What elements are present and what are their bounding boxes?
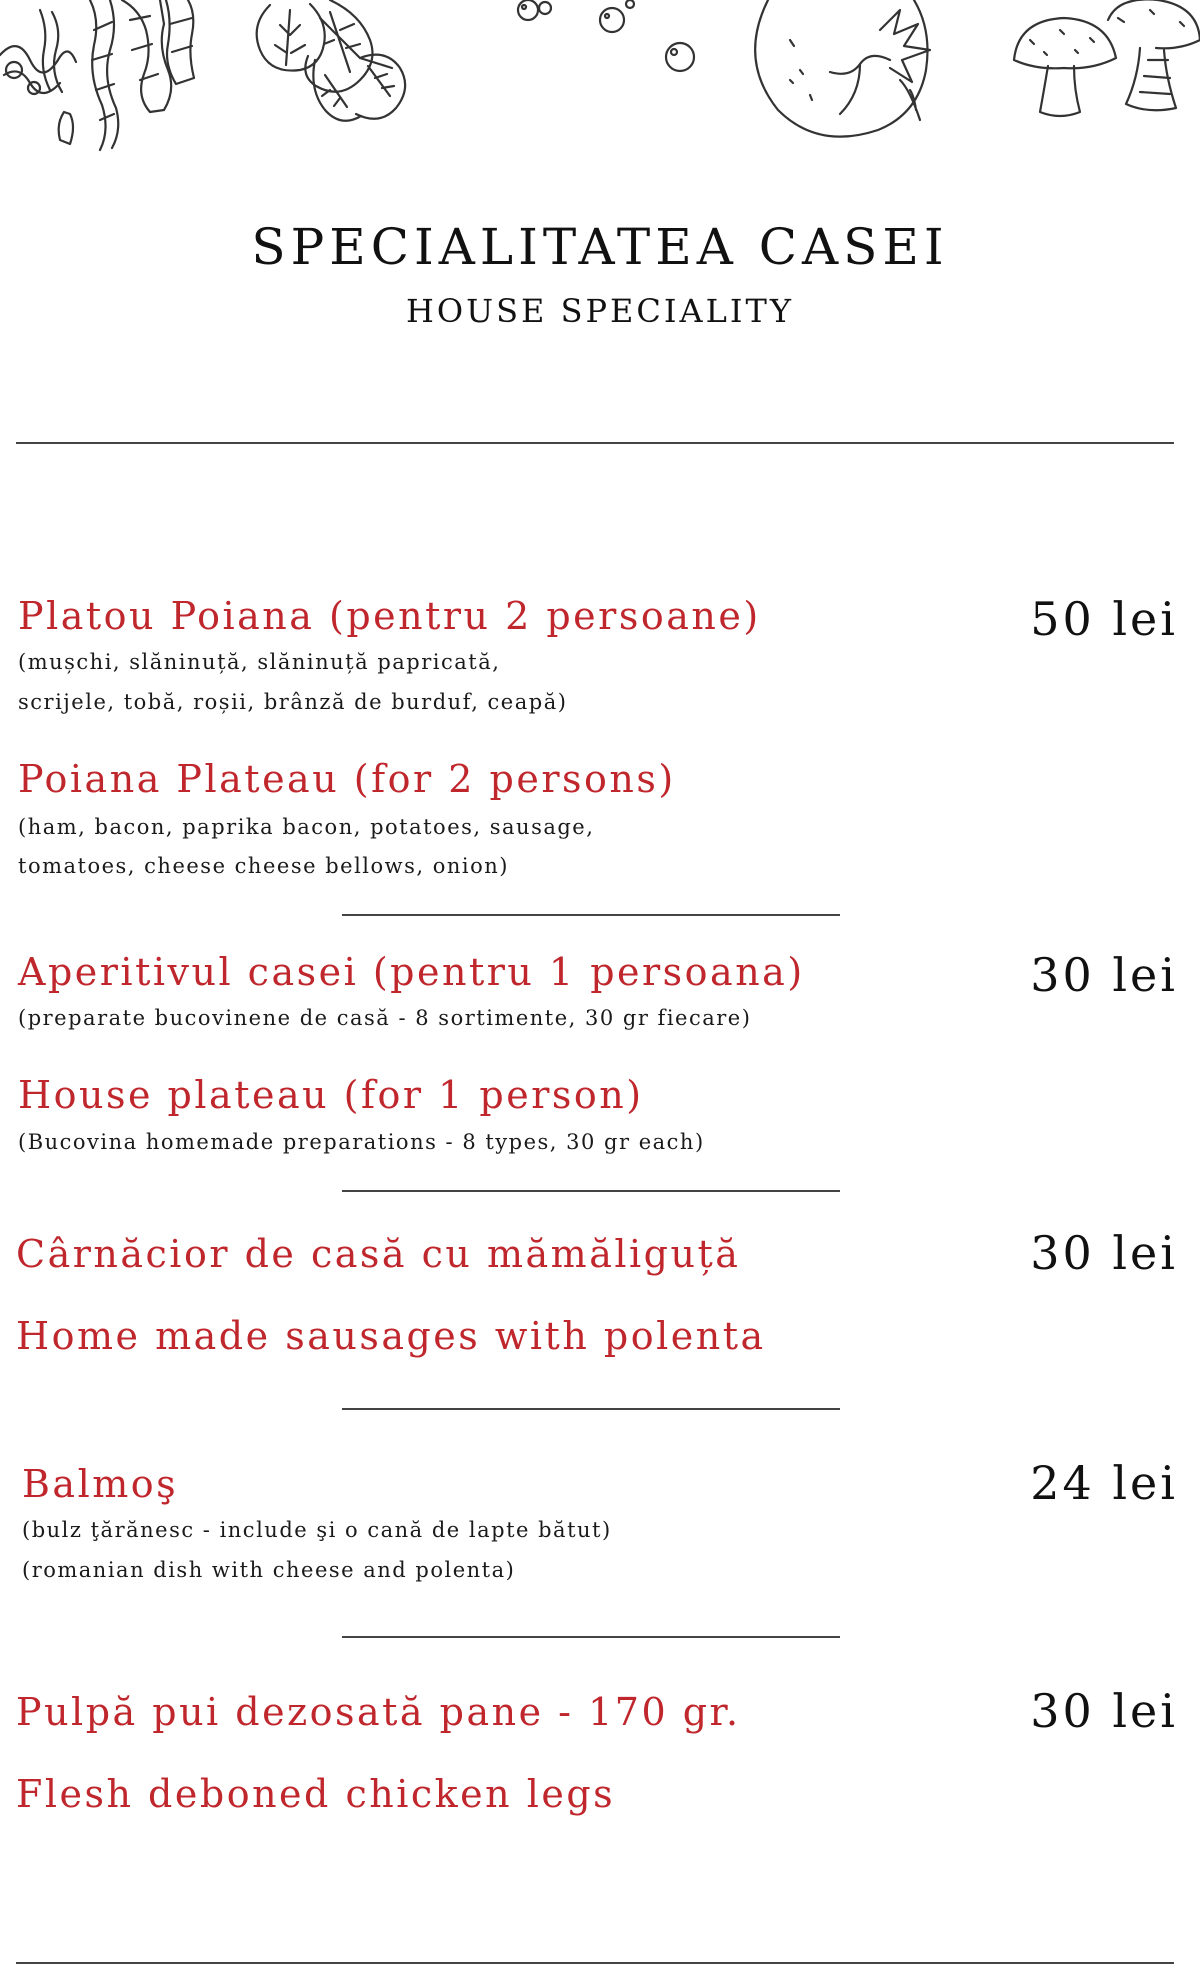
tomato-icon <box>755 0 930 137</box>
menu-item-name-ro: Platou Poiana (pentru 2 persoane) <box>18 594 761 638</box>
menu-item-description-en: tomatoes, cheese cheese bellows, onion) <box>18 854 509 878</box>
menu-item-description-ro: (bulz ţărănesc - include şi o cană de lapte bătut) <box>22 1518 612 1542</box>
menu-section-title: SPECIALITATEA CASEI <box>251 218 949 276</box>
menu-item-name-en: Flesh deboned chicken legs <box>16 1772 616 1816</box>
peppercorn-icon <box>518 0 694 71</box>
menu-item-name-ro: Pulpă pui dezosată pane - 170 gr. <box>16 1690 741 1734</box>
menu-item-price: 30 lei <box>1030 1226 1178 1280</box>
divider <box>16 1962 1174 1964</box>
menu-item-name-ro: Cârnăcior de casă cu mămăliguță <box>16 1232 741 1276</box>
menu-item-name-ro: Aperitivul casei (pentru 1 persoana) <box>18 950 805 994</box>
menu-item-description-ro: (mușchi, slăninuță, slăninuță papricată, <box>18 650 501 674</box>
divider <box>16 442 1174 444</box>
menu-item-price: 24 lei <box>1030 1456 1178 1510</box>
divider <box>342 914 840 916</box>
food-illustration-banner <box>0 0 1200 175</box>
divider <box>342 1636 840 1638</box>
divider <box>342 1190 840 1192</box>
menu-item-price: 50 lei <box>1030 592 1178 646</box>
parsley-icon <box>257 0 405 121</box>
menu-section-subtitle: HOUSE SPECIALITY <box>406 292 794 330</box>
mushroom-icon <box>1014 0 1200 116</box>
menu-item-name-en: House plateau (for 1 person) <box>18 1073 644 1117</box>
menu-item-price: 30 lei <box>1030 948 1178 1002</box>
menu-item-description-ro: scrijele, tobă, roșii, brânză de burduf, ceapă) <box>18 690 568 714</box>
menu-item-description-ro: (preparate bucovinene de casă - 8 sortimente, 30 gr fiecare) <box>18 1006 752 1030</box>
menu-item-price: 30 lei <box>1030 1684 1178 1738</box>
menu-item-name-ro: Balmoş <box>22 1462 179 1506</box>
menu-item-description-en: (ham, bacon, paprika bacon, potatoes, sausage, <box>18 815 595 839</box>
pasta-icon <box>0 0 194 150</box>
divider <box>342 1408 840 1410</box>
menu-item-description-en: (romanian dish with cheese and polenta) <box>22 1558 516 1582</box>
menu-item-name-en: Home made sausages with polenta <box>16 1314 766 1358</box>
menu-item-name-en: Poiana Plateau (for 2 persons) <box>18 757 676 801</box>
menu-item-description-en: (Bucovina homemade preparations - 8 types, 30 gr each) <box>18 1130 705 1154</box>
